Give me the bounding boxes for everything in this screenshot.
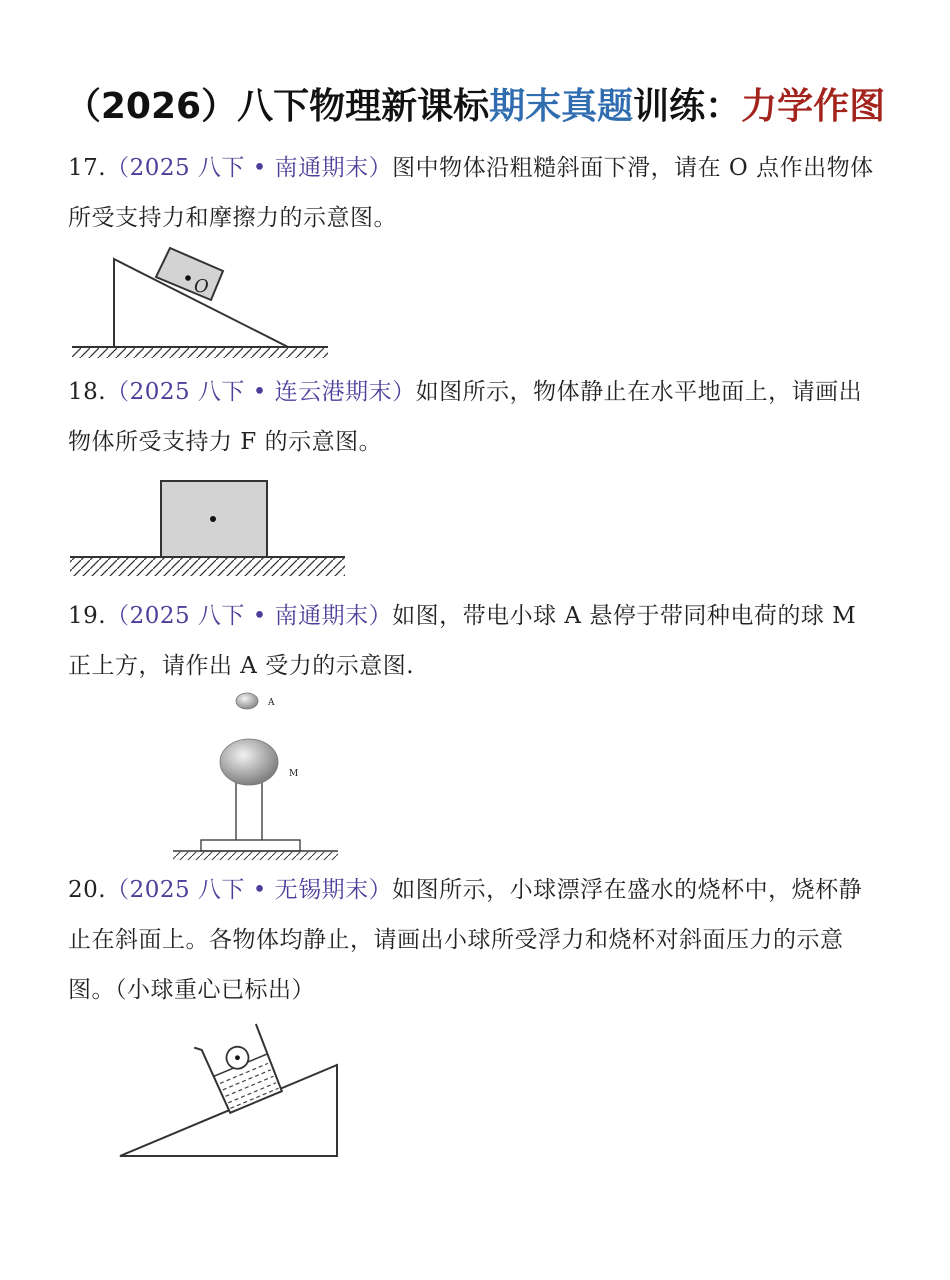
question-17: [68, 143, 884, 243]
question-number: 20.: [68, 877, 107, 903]
label-o: O: [194, 276, 209, 297]
question-source: （2025 八下 • 南通期末）: [106, 155, 393, 181]
question-text: 图中物体沿粗糙斜面下滑，请在 O 点作出物体所受支持力和摩擦力的示意图。: [68, 155, 874, 231]
sphere-m: [220, 739, 278, 785]
question-number: 19.: [68, 603, 107, 629]
title-highlight-blue: 期末真题: [489, 86, 634, 127]
sphere-a: [236, 693, 258, 709]
question-20: [68, 865, 884, 1015]
figure-block-on-ground: [0, 470, 950, 580]
question-text: 如图所示，物体静止在水平地面上，请画出物体所受支持力 F 的示意图。: [68, 379, 863, 455]
ground-hatch: [173, 852, 338, 860]
figure-incline-block: [0, 240, 950, 370]
title-prefix: （2026）八下物理新课标: [64, 86, 490, 127]
question-text: 如图，带电小球 A 悬停于带同种电荷的球 M 正上方，请作出 A 受力的示意图.: [68, 603, 857, 679]
ground-hatch: [70, 558, 345, 576]
question-18: [68, 367, 884, 467]
stand-base: [201, 840, 300, 851]
figure-beaker-on-incline: [0, 1018, 950, 1168]
title-middle: 训练：: [633, 86, 742, 127]
label-m: M: [289, 769, 299, 779]
title-highlight-red: 力学作图: [741, 86, 886, 127]
figure-charged-spheres: [0, 688, 950, 868]
question-source: （2025 八下 • 南通期末）: [106, 603, 393, 629]
point-o: [185, 275, 191, 281]
page-title: [0, 78, 950, 129]
ground-hatch: [72, 348, 328, 358]
question-text: 如图所示，小球漂浮在盛水的烧杯中，烧杯静止在斜面上。各物体均静止，请画出小球所受浮力和烧杯对斜面压力的示意图。（小球重心已标出）: [68, 877, 863, 1003]
label-a: A: [268, 698, 275, 708]
question-source: （2025 八下 • 无锡期末）: [106, 877, 393, 903]
question-source: （2025 八下 • 连云港期末）: [106, 379, 416, 405]
question-number: 18.: [68, 379, 107, 405]
question-number: 17.: [68, 155, 107, 181]
block-center-dot: [210, 516, 216, 522]
question-19: [68, 591, 884, 691]
